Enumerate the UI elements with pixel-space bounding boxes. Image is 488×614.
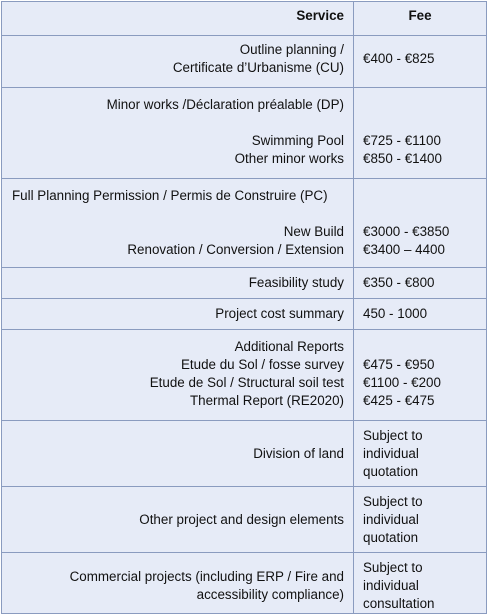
service-cell	[2, 553, 354, 614]
service-cell: Division of land	[2, 421, 354, 487]
fee-value: Subject to	[363, 494, 423, 509]
fee-value: individual	[363, 512, 419, 527]
service-label: Outline planning /	[239, 42, 344, 57]
section-heading: Full Planning Permission / Permis de Construire (PC)	[12, 188, 328, 203]
table-row	[2, 36, 487, 88]
service-cell: Project cost summary	[2, 299, 354, 330]
section-heading: Additional Reports	[234, 339, 344, 354]
service-label: Thermal Report (RE2020)	[189, 393, 344, 408]
fee-value: individual	[363, 446, 419, 461]
table-row	[2, 330, 487, 421]
fee-cell: 450 - 1000	[354, 299, 487, 330]
fee-value: €425 - €475	[363, 393, 435, 408]
fee-cell	[354, 421, 487, 487]
fee-value: €725 - €1100	[363, 133, 441, 148]
service-label: Renovation / Conversion / Extension	[127, 242, 344, 257]
fee-value: €475 - €950	[363, 357, 435, 372]
service-cell	[2, 330, 354, 421]
fee-value: consultation	[363, 596, 435, 611]
fee-value: Subject to	[363, 560, 423, 575]
table-row	[2, 88, 487, 179]
table-row	[2, 268, 487, 299]
fee-cell: €400 - €825	[354, 36, 487, 88]
fee-table	[1, 1, 487, 614]
table-row	[2, 421, 487, 487]
service-label: Etude du Sol / fosse survey	[180, 357, 344, 372]
fee-value: quotation	[363, 464, 419, 479]
service-label: Other minor works	[234, 151, 344, 166]
fee-value: quotation	[363, 530, 419, 545]
service-cell	[2, 36, 354, 88]
fee-cell	[354, 179, 487, 268]
fee-column-header: Fee	[354, 2, 487, 36]
fee-value: €3400 – 4400	[363, 242, 445, 257]
fee-cell	[354, 487, 487, 553]
service-cell: Feasibility study	[2, 268, 354, 299]
service-column-header: Service	[2, 2, 354, 36]
table-row	[2, 179, 487, 268]
fee-cell	[354, 553, 487, 614]
service-label: Commercial projects (including ERP / Fire and	[69, 569, 344, 584]
section-heading: Minor works /Déclaration préalable (DP)	[106, 97, 344, 112]
fee-value: individual	[363, 578, 419, 593]
table-row	[2, 487, 487, 553]
service-label: Swimming Pool	[251, 133, 344, 148]
table-row	[2, 553, 487, 614]
fee-cell: €350 - €800	[354, 268, 487, 299]
service-label: New Build	[283, 224, 344, 239]
service-cell: Other project and design elements	[2, 487, 354, 553]
fee-cell	[354, 330, 487, 421]
service-cell	[2, 179, 354, 268]
service-label: Etude de Sol / Structural soil test	[149, 375, 344, 390]
service-label: Certificate d’Urbanisme (CU)	[172, 60, 344, 75]
fee-value: €1100 - €200	[363, 375, 441, 390]
fee-value: €3000 - €3850	[363, 224, 450, 239]
fee-value: Subject to	[363, 428, 423, 443]
fee-cell	[354, 88, 487, 179]
service-cell	[2, 88, 354, 179]
service-label: accessibility compliance)	[196, 587, 344, 602]
fee-value: €850 - €1400	[363, 151, 442, 166]
header-row	[2, 2, 487, 36]
table-row	[2, 299, 487, 330]
